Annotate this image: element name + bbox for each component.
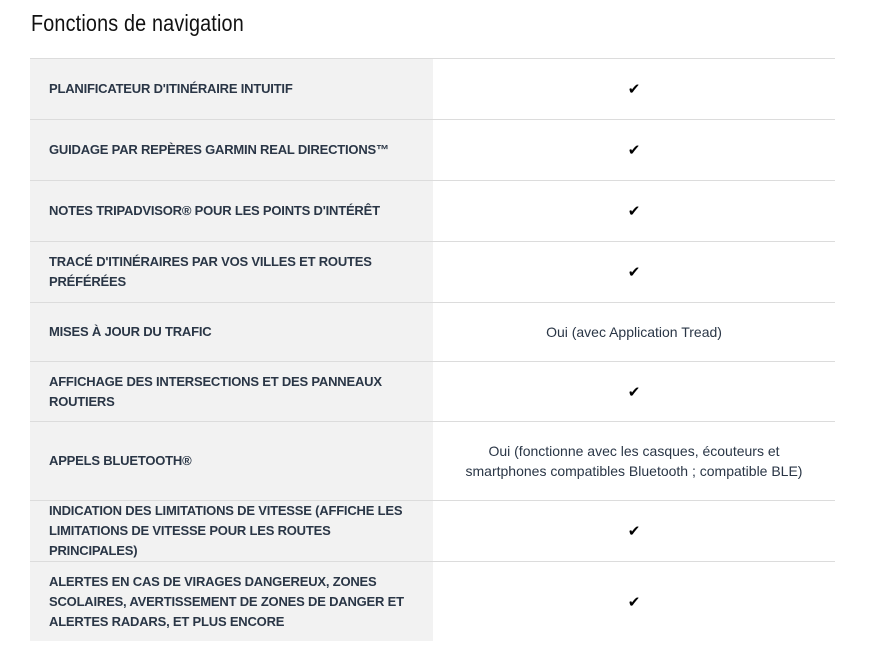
table-row: [30, 501, 835, 562]
table-row: [30, 242, 835, 303]
checkmark-icon: ✔: [627, 263, 641, 281]
feature-value: [433, 120, 835, 180]
table-row: [30, 120, 835, 181]
feature-value: Oui (fonctionne avec les casques, écouteurs et smartphones compatibles Bluetooth ; compatible BLE): [465, 443, 803, 479]
feature-value: [433, 501, 835, 561]
table-row: [30, 422, 835, 501]
feature-value: [433, 562, 835, 641]
table-row: [30, 181, 835, 242]
checkmark-icon: ✔: [627, 522, 641, 540]
feature-label: INDICATION DES LIMITATIONS DE VITESSE (AFFICHE LES LIMITATIONS DE VITESSE POUR LES ROUTES PRINCIPALES): [30, 501, 433, 561]
feature-label: GUIDAGE PAR REPÈRES GARMIN REAL DIRECTIONS™: [30, 120, 433, 180]
table-row: [30, 362, 835, 422]
feature-label: TRACÉ D'ITINÉRAIRES PAR VOS VILLES ET ROUTES PRÉFÉRÉES: [30, 242, 433, 302]
checkmark-icon: ✔: [627, 141, 641, 159]
feature-value: [433, 181, 835, 241]
checkmark-icon: ✔: [627, 80, 641, 98]
table-row: [30, 303, 835, 362]
page-title: Fonctions de navigation: [31, 10, 244, 36]
table-row: [30, 562, 835, 641]
feature-value: [433, 59, 835, 119]
feature-label: PLANIFICATEUR D'ITINÉRAIRE INTUITIF: [30, 59, 433, 119]
feature-label: AFFICHAGE DES INTERSECTIONS ET DES PANNEAUX ROUTIERS: [30, 362, 433, 421]
checkmark-icon: ✔: [627, 382, 641, 401]
feature-value: Oui (avec Application Tread): [546, 324, 722, 340]
checkmark-icon: ✔: [627, 592, 641, 611]
table-row: [30, 59, 835, 120]
feature-value: [433, 242, 835, 302]
feature-label: MISES À JOUR DU TRAFIC: [30, 303, 433, 361]
feature-value: [433, 362, 835, 421]
feature-label: APPELS BLUETOOTH®: [30, 422, 433, 500]
feature-label: ALERTES EN CAS DE VIRAGES DANGEREUX, ZONES SCOLAIRES, AVERTISSEMENT DE ZONES DE DANGER ET ALERTES RADARS, ET PLUS ENCORE: [30, 562, 433, 641]
navigation-features-table: [30, 58, 835, 641]
checkmark-icon: ✔: [627, 202, 641, 220]
feature-label: NOTES TRIPADVISOR® POUR LES POINTS D'INTÉRÊT: [30, 181, 433, 241]
